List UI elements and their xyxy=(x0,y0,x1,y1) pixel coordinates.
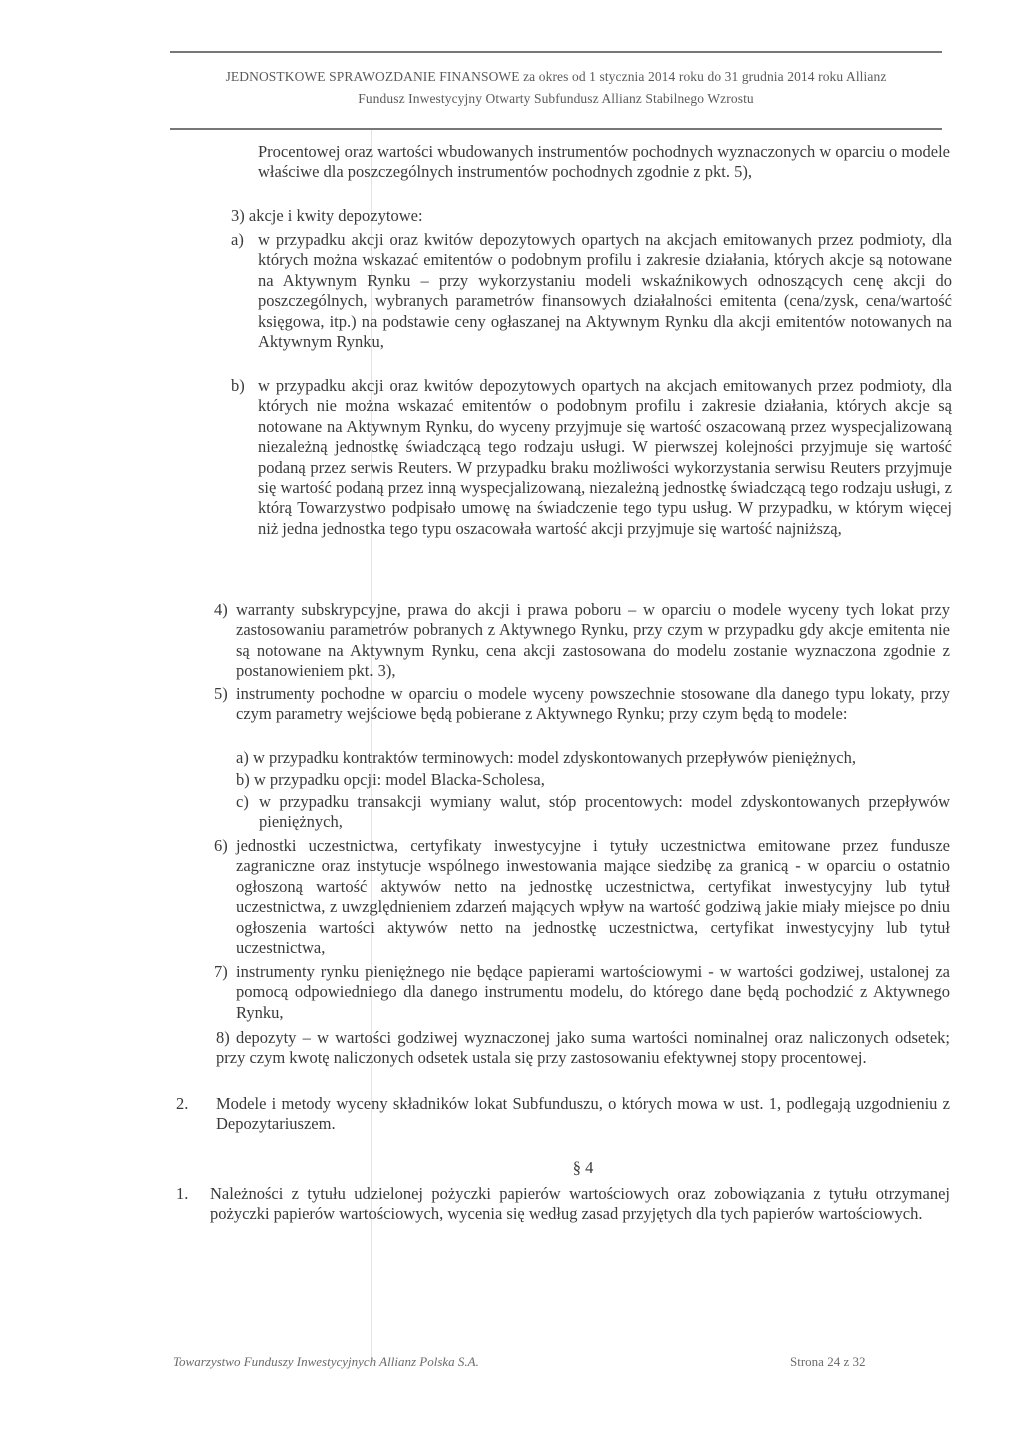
point-3a-label: a) xyxy=(231,230,244,249)
intro-paragraph: Procentowej oraz wartości wbudowanych instrumentów pochodnych wyznaczonych w oparciu o modele właściwe dla poszczególnych instrumentów pochodnych zgodnie z pkt. 5), xyxy=(258,142,950,182)
point-8-text: 8) depozyty – w wartości godziwej wyznaczonej jako suma wartości nominalnej oraz naliczonych odsetek; przy czym kwotę naliczonych odsetek ustala się przy zastosowaniu efektywnej stopy procentowej. xyxy=(216,1028,950,1068)
point-3b-label: b) xyxy=(231,376,245,395)
header-line-2: Fundusz Inwestycyjny Otwarty Subfundusz Allianz Stabilnego Wzrostu xyxy=(358,91,754,106)
point-5a-text: a) w przypadku kontraktów terminowych: model zdyskontowanych przepływów pieniężnych, xyxy=(236,748,856,767)
header-top-rule xyxy=(170,51,942,53)
point-7-text: instrumenty rynku pieniężnego nie będące papierami wartościowymi - w wartości godziwej, ustalonej za pomocą odpowiedniego dla danego instrumentu modelu, do którego dane będą pochodzić z Aktywnego Rynku, xyxy=(236,962,950,1022)
section-4-heading: § 4 xyxy=(572,1158,594,1177)
section-4-point-1-label: 1. xyxy=(176,1184,189,1203)
point-4-label: 4) xyxy=(214,600,228,619)
point-5-label: 5) xyxy=(214,684,228,703)
point-3a-text: w przypadku akcji oraz kwitów depozytowych opartych na akcjach emitowanych przez podmioty, dla których można wskazać emitentów o podobnym profilu i zakresie działania, których akcje są notowane na Aktywnym Rynku – przy wykorzystaniu modeli wskaźnikowych odnoszących cenę akcji do poszczególnych, wybranych parametrów finansowych działalności emitenta (cena/zysk, cena/wartość księgowa, itp.) na podstawie ceny ogłaszanej na Aktywnym Rynku dla akcji emitentów notowanych na Aktywnym Rynku, xyxy=(258,230,952,352)
point-5c-label: c) xyxy=(236,792,249,811)
section-2-text: Modele i metody wyceny składników lokat Subfunduszu, o których mowa w ust. 1, podlegają uzgodnieniu z Depozytariuszem. xyxy=(216,1094,950,1134)
point-5c-text: w przypadku transakcji wymiany walut, stóp procentowych: model zdyskontowanych przepływów pieniężnych, xyxy=(259,792,950,832)
point-5-text: instrumenty pochodne w oparciu o modele wyceny powszechnie stosowane dla danego typu lokaty, przy czym parametry wejściowe będą pobierane z Aktywnego Rynku; przy czym będą to modele: xyxy=(236,684,950,724)
point-7-label: 7) xyxy=(214,962,228,981)
footer-company: Towarzystwo Funduszy Inwestycyjnych Allianz Polska S.A. xyxy=(173,1354,479,1369)
section-2-label: 2. xyxy=(176,1094,189,1113)
point-5b-text: b) w przypadku opcji: model Blacka-Scholesa, xyxy=(236,770,545,789)
header-bottom-rule xyxy=(170,128,942,130)
header-line-1: JEDNOSTKOWE SPRAWOZDANIE FINANSOWE za okres od 1 stycznia 2014 roku do 31 grudnia 2014 roku Allianz xyxy=(225,69,887,84)
point-3b-text: w przypadku akcji oraz kwitów depozytowych opartych na akcjach emitowanych przez podmioty, dla których nie można wskazać emitentów o podobnym profilu i zakresie działania, których akcje są notowane na Aktywnym Rynku, do wyceny przyjmuje się wartość oszacowaną przez wyspecjalizowaną niezależną jednostkę świadczącą tego rodzaju usługi. W pierwszej kolejności przyjmuje się wartość podaną przez serwis Reuters. W przypadku braku możliwości wykorzystania serwisu Reuters przyjmuje się wartość podaną przez inną wyspecjalizowaną, niezależną jednostkę świadczącą tego rodzaju usługi, z którą Towarzystwo podpisało umowę na świadczenie tego typu usług. W przypadku, w którym więcej niż jedna jednostka tego typu oszacowała wartość akcji przyjmuje się wartość najniższą, xyxy=(258,376,952,538)
section-4-point-1-text: Należności z tytułu udzielonej pożyczki papierów wartościowych oraz zobowiązania z tytułu otrzymanej pożyczki papierów wartościowych, wycenia się według zasad przyjętych dla tych papierów wartościowych. xyxy=(210,1184,950,1224)
footer-page-number: Strona 24 z 32 xyxy=(790,1354,866,1369)
point-6-text: jednostki uczestnictwa, certyfikaty inwestycyjne i tytuły uczestnictwa emitowane przez fundusze zagraniczne oraz instytucje wspólnego inwestowania mające siedzibę za granicą - w oparciu o ostatnio ogłoszoną wartość aktywów netto na jednostkę uczestnictwa, certyfikat inwestycyjny lub tytuł uczestnictwa, z uwzględnieniem zdarzeń mających wpływ na wartość godziwą jakie miały miejsce po dniu ogłoszenia wartości aktywów netto na jednostkę uczestnictwa, certyfikat inwestycyjny lub tytuł uczestnictwa, xyxy=(236,836,950,958)
page-header xyxy=(150,66,962,110)
point-4-text: warranty subskrypcyjne, prawa do akcji i prawa poboru – w oparciu o modele wyceny tych lokat przy zastosowaniu parametrów pobranych z Aktywnego Rynku, przy czym w przypadku gdy akcje emitenta nie są notowane na Aktywnym Rynku, cena akcji zastosowana do modelu zostanie wyznaczona zgodnie z postanowieniem pkt. 3), xyxy=(236,600,950,681)
point-3-heading: 3) akcje i kwity depozytowe: xyxy=(231,206,423,225)
point-6-label: 6) xyxy=(214,836,228,855)
